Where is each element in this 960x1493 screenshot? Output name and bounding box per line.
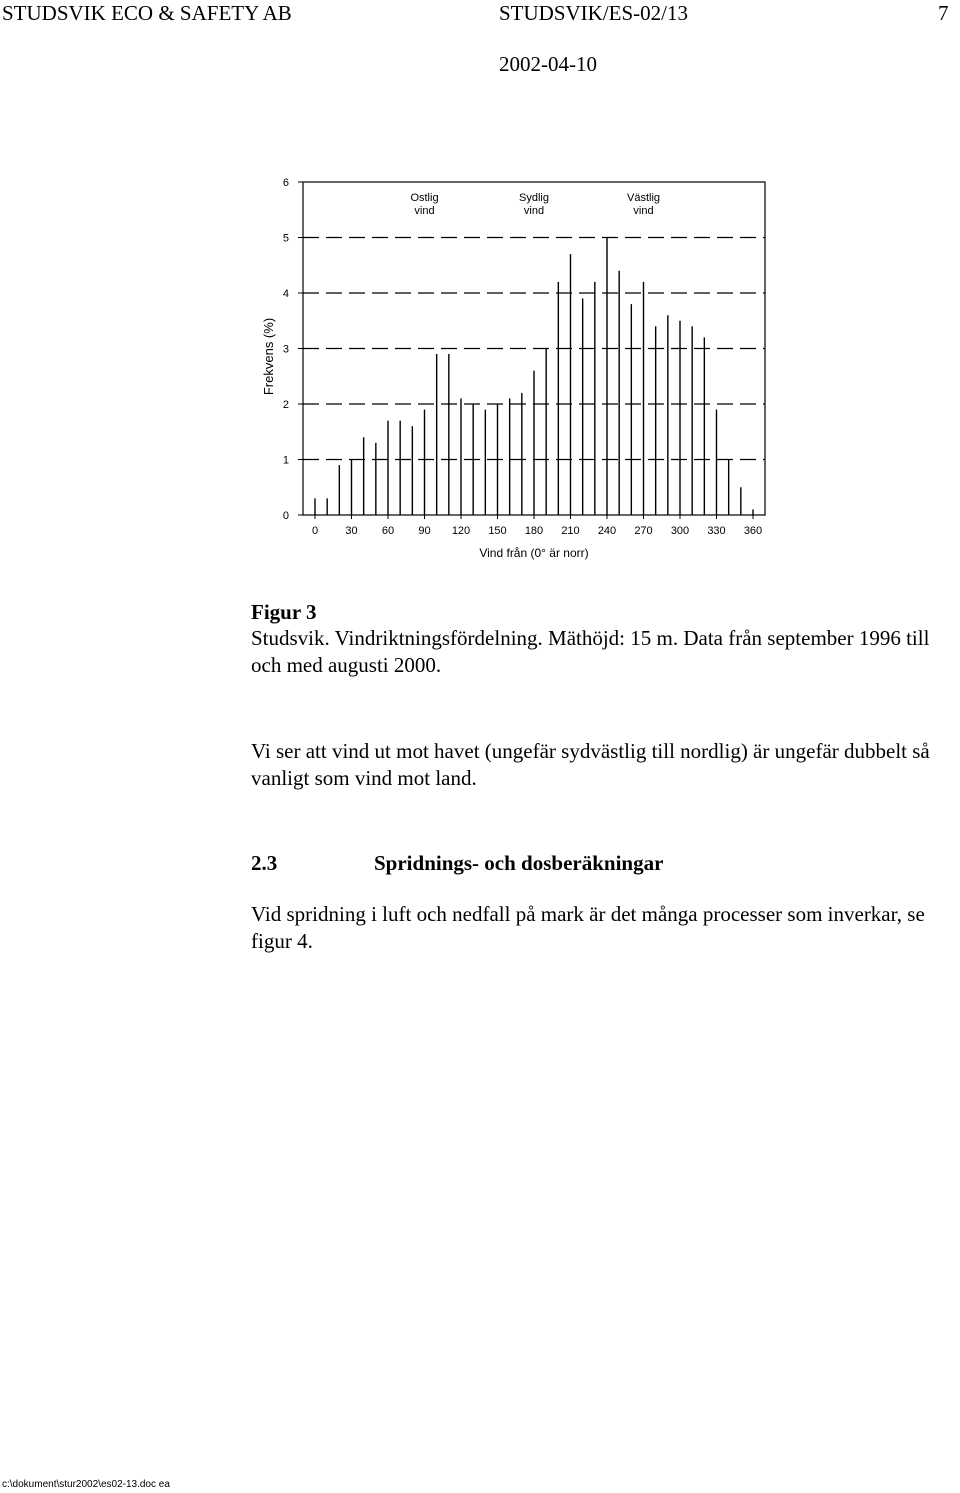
page-number: 7: [938, 1, 949, 25]
figure-label: Figur 3: [251, 600, 317, 624]
direction-annotation: vind: [633, 205, 654, 217]
direction-annotation: Västlig: [626, 192, 661, 204]
y-tick-label: 4: [282, 288, 289, 300]
y-tick-label: 3: [282, 343, 289, 356]
y-tick-label: 5: [282, 232, 289, 245]
section-number: 2.3: [251, 851, 278, 875]
x-tick-label: 0: [311, 525, 319, 537]
x-tick-label: 90: [418, 525, 431, 537]
wind-direction-chart: [255, 170, 775, 590]
x-tick-label: 30: [345, 525, 358, 537]
x-tick-label: 300: [670, 525, 690, 537]
direction-annotation: vind: [414, 205, 435, 217]
y-tick-label: 0: [282, 510, 289, 522]
x-tick-label: 360: [743, 525, 763, 537]
x-tick-label: 120: [451, 525, 471, 537]
y-axis-label: Frekvens (%): [261, 317, 276, 396]
figure-caption: Studsvik. Vindriktningsfördelning. Mäthöjd: 15 m. Data från september 1996 till och med augusti 2000.: [251, 626, 930, 677]
report-date: 2002-04-10: [499, 52, 597, 76]
x-tick-label: 150: [488, 525, 507, 537]
section-title: Spridnings- och dosberäkningar: [374, 851, 664, 875]
y-tick-label: 6: [282, 177, 289, 189]
direction-annotation: Sydlig: [519, 192, 549, 204]
y-tick-label: 2: [282, 399, 289, 411]
x-tick-label: 60: [381, 525, 395, 537]
direction-annotation: vind: [523, 205, 545, 217]
x-tick-label: 180: [524, 525, 544, 537]
company-name: STUDSVIK ECO & SAFETY AB: [2, 1, 292, 25]
body-paragraph-2: Vid spridning i luft och nedfall på mark är det många processer som inverkar, se figur 4.: [251, 902, 925, 953]
footer-file-path: c:\dokument\stur2002\es02-13.doc ea: [2, 1479, 170, 1490]
direction-annotation: Ostlig: [410, 192, 439, 204]
report-number: STUDSVIK/ES-02/13: [499, 1, 689, 25]
y-tick-label: 1: [282, 454, 289, 467]
x-tick-label: 240: [597, 525, 617, 537]
x-tick-label: 210: [561, 525, 580, 537]
x-axis-label: Vind från (0° är norr): [479, 546, 589, 560]
body-paragraph-1: Vi ser att vind ut mot havet (ungefär sydvästlig till nordlig) är ungefär dubbelt så vanligt som vind mot land.: [251, 739, 930, 790]
x-tick-label: 270: [634, 525, 653, 537]
chart-svg: [255, 170, 775, 590]
x-tick-label: 330: [707, 525, 726, 537]
